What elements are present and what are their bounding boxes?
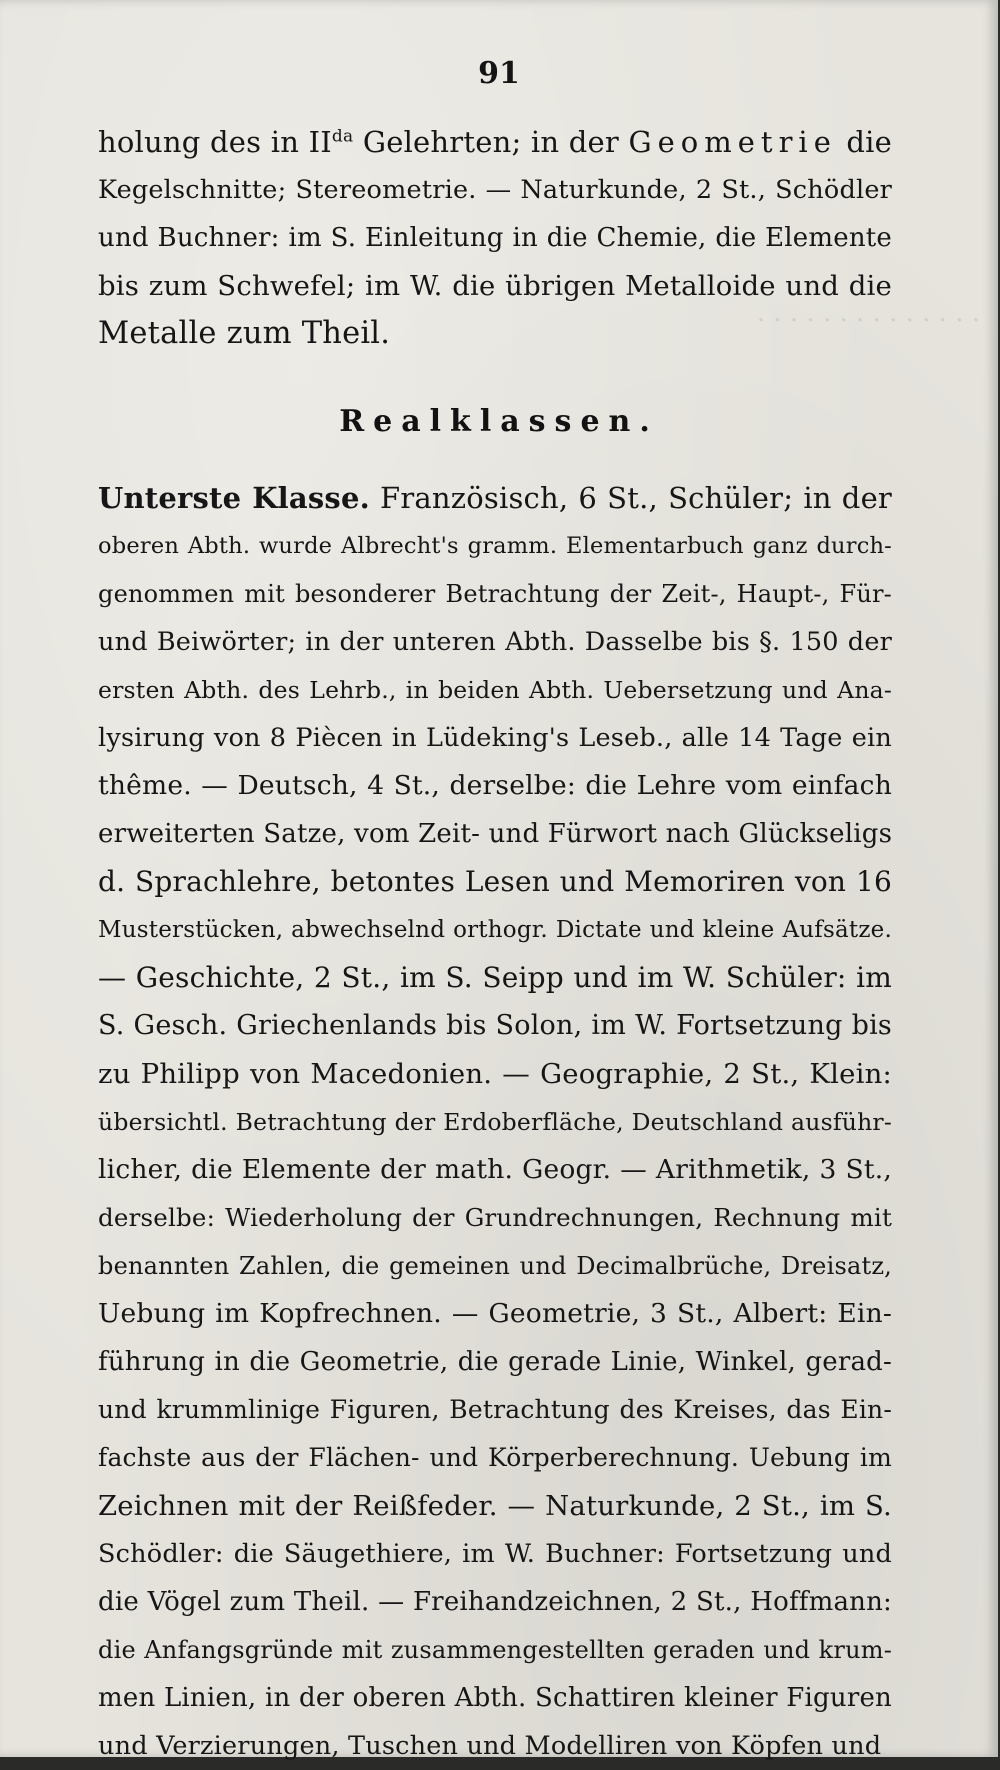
- paragraph-line: licher, die Elemente der math. Geogr. — Arithmetik, 3 St.,: [98, 1154, 892, 1185]
- paragraph-line: [98, 118, 892, 166]
- paragraph-line: führung in die Geometrie, die gerade Linie, Winkel, gerad-: [98, 1347, 892, 1377]
- paragraph-line: Kegelschnitte; Stereometrie. — Naturkunde, 2 St., Schödler: [98, 175, 892, 205]
- show-through-text: · · · · · · · · · · · · · ·: [756, 306, 980, 336]
- paragraph-line: ersten Abth. des Lehrb., in beiden Abth. Uebersetzung und Ana-: [98, 676, 892, 704]
- paragraph-line: die Anfangsgründe mit zusammengestellten geraden und krum-: [98, 1636, 892, 1664]
- paragraph-line: erweiterten Satze, vom Zeit- und Fürwort nach Glückseligs: [98, 819, 893, 849]
- paragraph-line: lysirung von 8 Piècen in Lüdeking's Leseb., alle 14 Tage ein: [98, 723, 892, 753]
- paragraph-line: derselbe: Wiederholung der Grundrechnungen, Rechnung mit: [98, 1203, 892, 1232]
- paragraph-line: und Buchner: im S. Einleitung in die Chemie, die Elemente: [98, 223, 892, 253]
- top-paragraph: [98, 118, 892, 358]
- paragraph-line: und krummlinige Figuren, Betrachtung des Kreises, das Ein-: [98, 1395, 892, 1424]
- paragraph-line: S. Gesch. Griechenlands bis Solon, im W. Fortsetzung bis: [98, 1010, 892, 1041]
- paragraph-line: Schödler: die Säugethiere, im W. Buchner: Fortsetzung und: [98, 1539, 892, 1569]
- paragraph-line: — Geschichte, 2 St., im S. Seipp und im W. Schüler: im: [98, 961, 892, 994]
- paragraph-line: übersichtl. Betrachtung der Erdoberfläche, Deutschland ausführ-: [98, 1108, 892, 1136]
- text-segment: holung des in II: [98, 125, 332, 159]
- paragraph-line: Metalle zum Theil.: [98, 316, 391, 351]
- paragraph-line: fachste aus der Flächen- und Körperberechnung. Uebung im: [98, 1443, 892, 1472]
- paragraph-line: [98, 474, 892, 522]
- paragraph-line: men Linien, in der oberen Abth. Schattiren kleiner Figuren: [98, 1683, 892, 1713]
- paragraph-line: benannten Zahlen, die gemeinen und Decimalbrüche, Dreisatz,: [98, 1252, 892, 1280]
- paragraph-line: bis zum Schwefel; im W. die übrigen Metalloide und die: [98, 270, 892, 302]
- paragraph-line: Zeichnen mit der Reißfeder. — Naturkunde, 2 St., im S.: [98, 1490, 892, 1522]
- paragraph-line: Musterstücken, abwechselnd orthogr. Dictate und kleine Aufsätze.: [98, 917, 892, 943]
- paragraph-line: die Vögel zum Theil. — Freihandzeichnen, 2 St., Hoffmann:: [98, 1587, 892, 1617]
- paragraph-line: zu Philipp von Macedonien. — Geographie, 2 St., Klein:: [98, 1058, 892, 1090]
- superscript: da: [331, 126, 354, 147]
- paragraph-line: und Verzierungen, Tuschen und Modelliren von Köpfen und: [98, 1731, 882, 1761]
- text-segment: Französisch, 6 St., Schüler; in der: [369, 481, 892, 515]
- paragraph-line: thême. — Deutsch, 4 St., derselbe: die Lehre vom einfach: [98, 770, 892, 801]
- paragraph-line: oberen Abth. wurde Albrecht's gramm. Elementarbuch ganz durch-: [98, 533, 892, 559]
- page-number: 91: [478, 56, 520, 91]
- main-paragraph: [98, 474, 892, 1770]
- text-segment: Gelehrten; in der: [353, 125, 629, 159]
- paragraph-line: d. Sprachlehre, betontes Lesen und Memoriren von 16: [98, 865, 892, 898]
- paragraph-line: genommen mit besonderer Betrachtung der Zeit-, Haupt-, Für-: [98, 580, 892, 608]
- text-segment: die: [836, 125, 892, 159]
- section-heading: Realklassen.: [339, 404, 659, 439]
- paragraph-line: und Beiwörter; in der unteren Abth. Dasselbe bis §. 150 der: [98, 627, 892, 657]
- letterspaced-word: Geometrie: [628, 125, 837, 159]
- class-heading: Unterste Klasse.: [98, 481, 370, 515]
- paragraph-line: Uebung im Kopfrechnen. — Geometrie, 3 St., Albert: Ein-: [98, 1298, 892, 1329]
